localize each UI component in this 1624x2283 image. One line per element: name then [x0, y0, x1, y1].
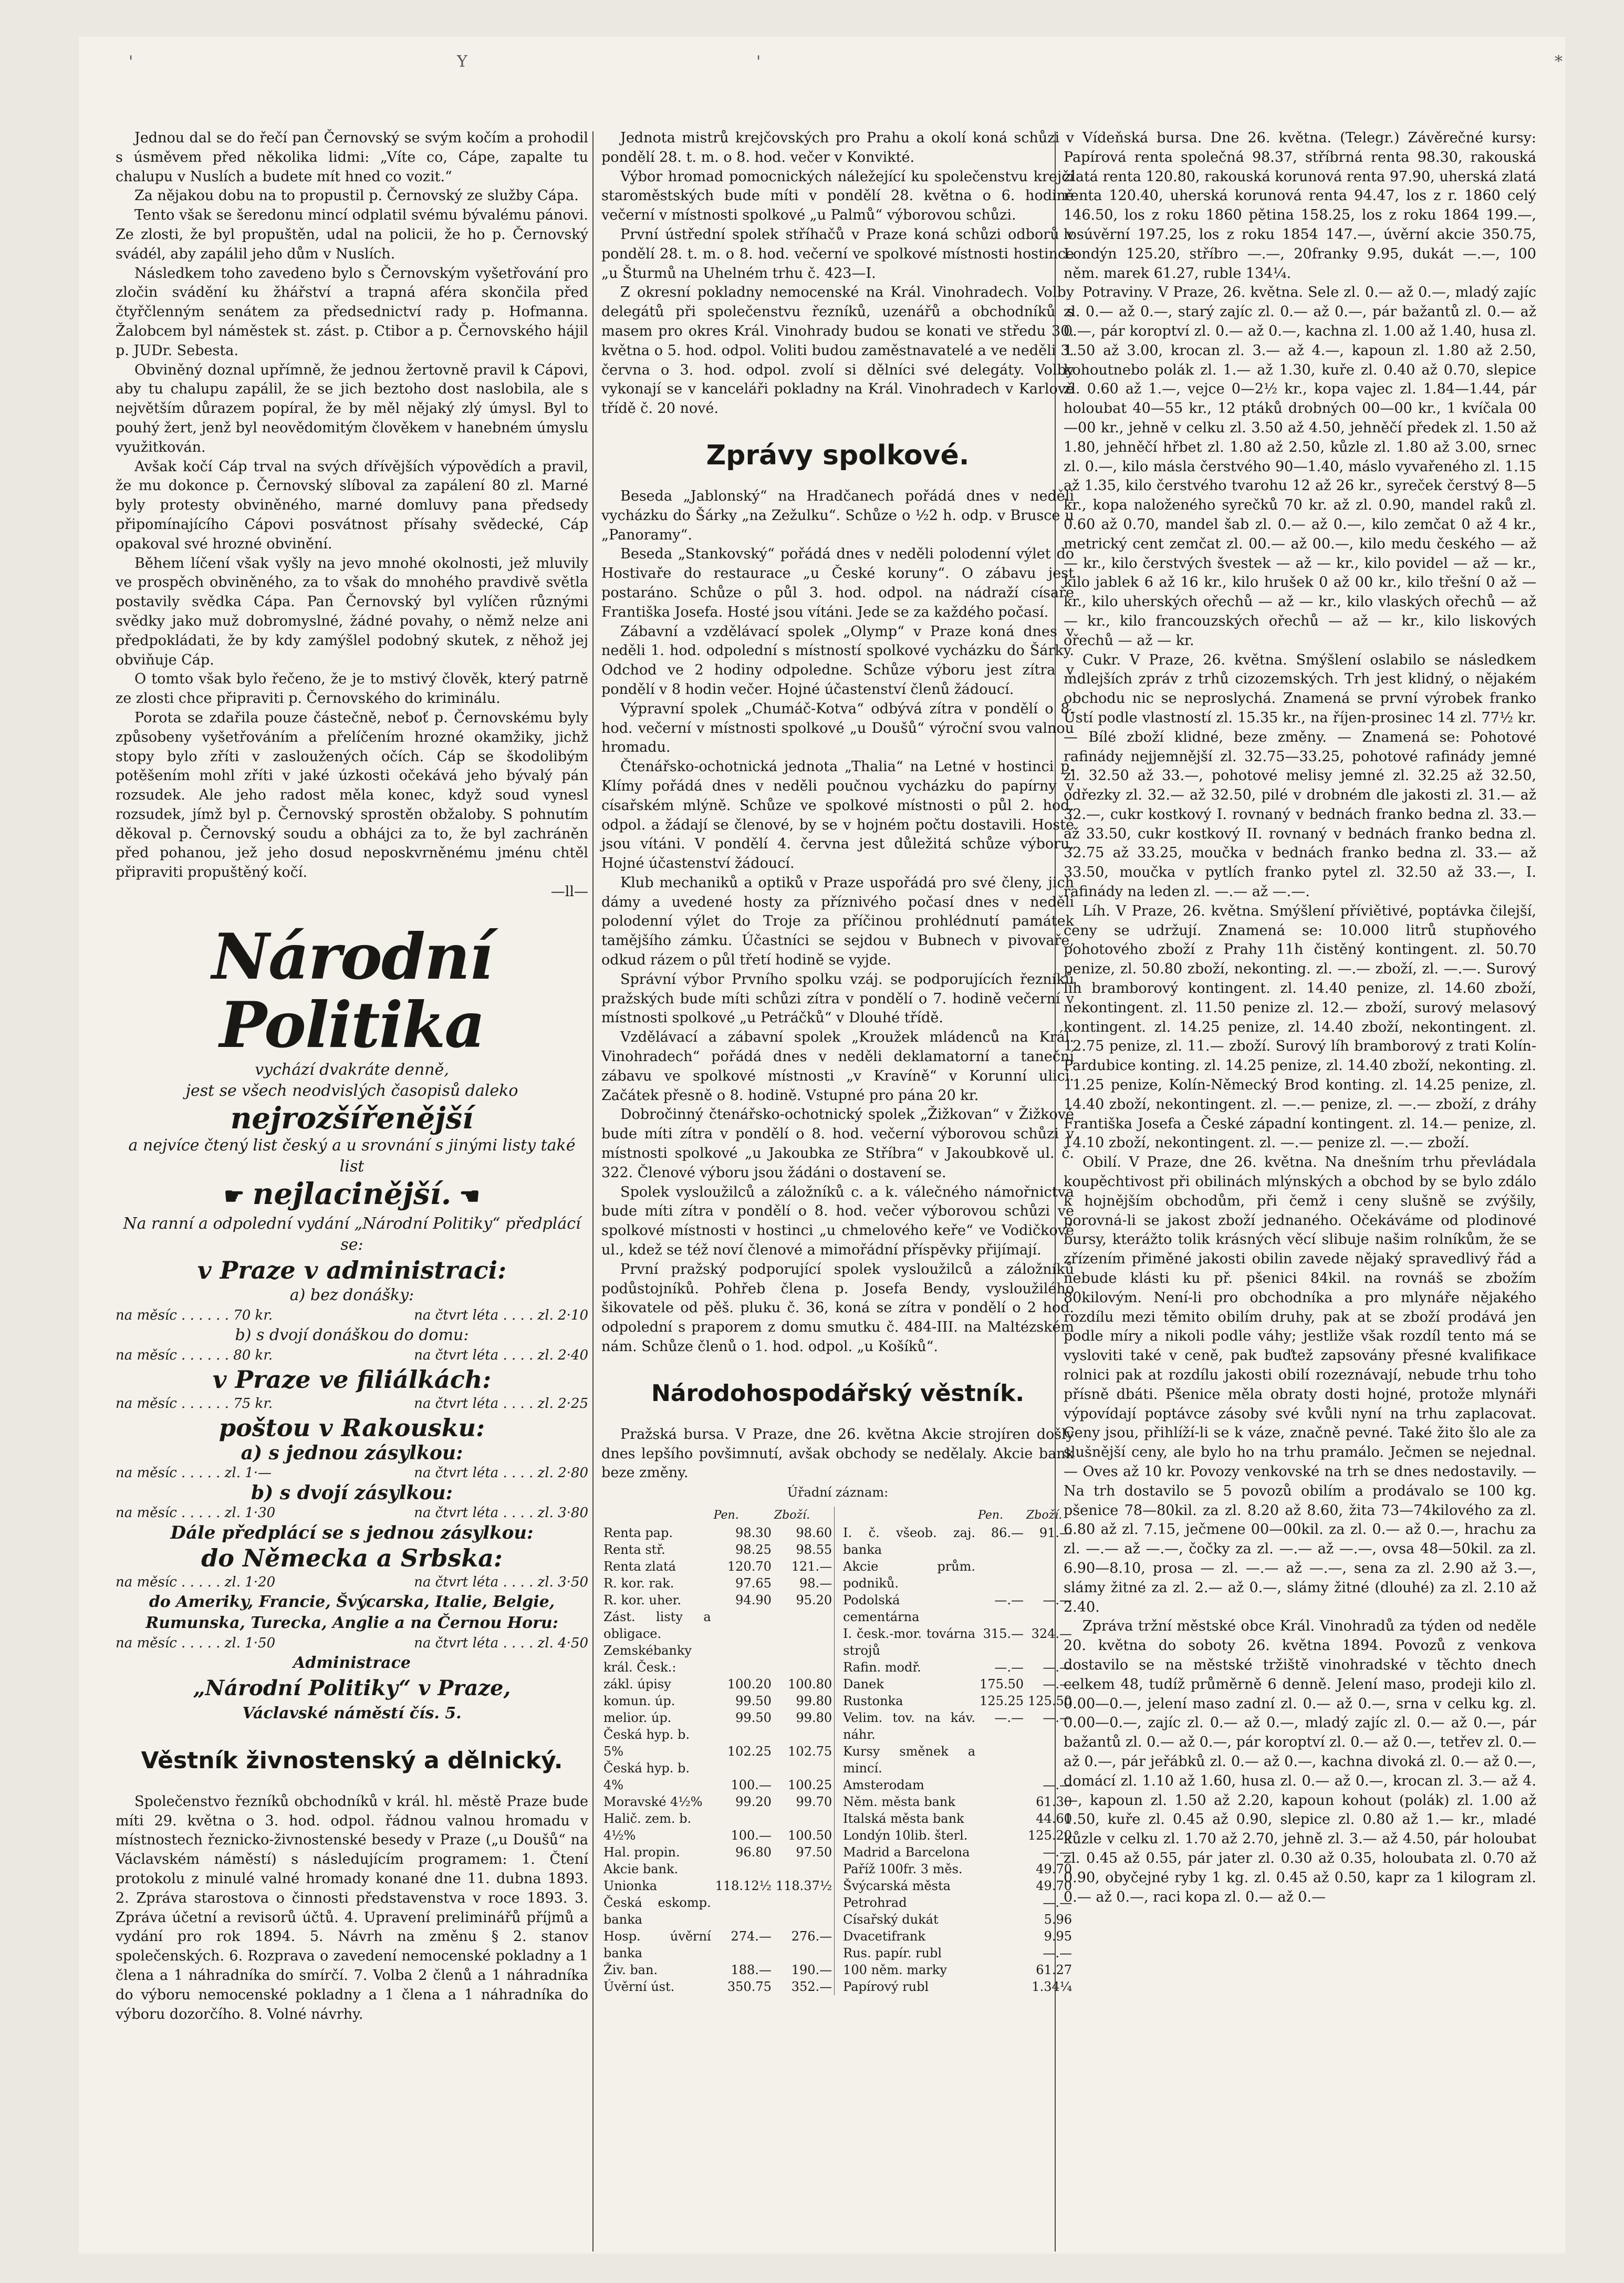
- column-1: [116, 129, 588, 2024]
- article-paragraph: Zpráva tržní městské obce Král. Vinohradů za týden od neděle 20. května do soboty 26. května 1894. Povozů z venkova dostavilo se na městské tržiště vinohradské v těchto dnech celkem 48, tudíž průměrně 6 denně. Jelení maso, prodeji kilo zl. 0.00—0.—, jelení maso zadní zl. 0.— až 0.—, srna v celku kg. zl. 0.00—0.—, zajíc zl. 0.— až 0.—, mladý zajíc zl. 0.— až 0.—, pár bažantů zl. 0.— až 0.—, pár koroptví zl. 0.— až 0.—, tetřev zl. 0.— až 0.—, pár jeřábků zl. 0.— až 0.—, kachna divoká zl. 0.— až 0.—, domácí zl. 1.10 až 1.60, husa zl. 0.— až 0.—, krocan zl. 3.— až 4.—, kapoun zl. 1.50 až 2.20, kapoun kohout (polák) zl. 1.00 až 1.50, kuře zl. 0.45 až 0.90, slepice zl. 0.80 až 1.— kr., mladé kůzle v celku zl. 1.70 až 2.70, jehně zl. 3.— až 4.50, pár holoubat zl. 0.45 až 0.55, pár jater zl. 0.30 až 0.35, holoubata zl. 0.70 až 0.90, obyčejné ryby 1 kg. zl. 0.45 až 0.50, kapr za 1 kilogram zl. 0.— až 0.—, raci kopa zl. 0.— až 0.—: [1064, 1618, 1536, 1905]
- table-cell-value: 276.—: [791, 1929, 832, 1944]
- table-cell-value: [713, 1726, 774, 1743]
- table-cell-value: —.—: [1043, 1946, 1072, 1960]
- table-cell-value: [977, 1911, 1026, 1928]
- article-paragraph: Správní výbor Prvního spolku vzáj. se podporujících řezníků pražských bude míti schůzi zítra v pondělí o 7. hodině večerní v místnosti spolkové „u Petráčků“ v Dlouhé třídě.: [601, 971, 1074, 1026]
- table-cell-label: komun. úp.: [603, 1694, 675, 1708]
- table-cell-value: 125.50: [1028, 1694, 1072, 1708]
- ad-title: Národní Politika: [212, 919, 492, 1062]
- price-row: na měsíc . . . . . zl. 1·50 na čtvrt léta . . . . zl. 4·50: [116, 1635, 588, 1651]
- ad-subheading: a) bez donášky:: [289, 1285, 414, 1304]
- article-paragraph: Porota se zdařila pouze částečně, neboť p. Černovskému byly způsobeny vyšetřováním a přelíčením hrozné okamžiky, jichž stopy bylo zříti v zasloužených očích. Cáp se škodolibým potěšením mohl zříti v jaké úzkosti očekává jeho bývalý pán rozsudek. Ale jeho radost měla konec, když soud vynesl rozsudek, jímž byl p. Černovský sprostěn obžaloby. S pohnutím děkoval p. Černovský soudu a obhájci za to, že byl zachráněn před pohanou, jež jeho dosud neposkvrněnému jménu chtěl připraviti propuštěný kočí.: [116, 709, 588, 881]
- ad-line: Dále předplácí se s jednou zásylkou:: [170, 1522, 534, 1543]
- ad-subheading: b) s dvojí donáškou do domu:: [235, 1325, 469, 1344]
- price-row: na měsíc . . . . . . 70 kr. na čtvrt léta . . . . zl. 2·10: [116, 1307, 588, 1323]
- table-cell-value: 190.—: [791, 1963, 832, 1977]
- table-row: [841, 1911, 1074, 1928]
- article-paragraph: Výbor hromad pomocnických náležející ku společenstvu krejčí staroměstských bude míti v pondělí 28. května o 6. hodině večerní v místnosti spolkové „u Palmů“ výborovou schůzi.: [601, 168, 1074, 224]
- table-cell-label: R. kor. rak.: [603, 1576, 674, 1591]
- table-cell-label: Úvěrní úst.: [603, 1979, 675, 1994]
- table-cell-label: Hosp. úvěrní banka: [603, 1929, 711, 1960]
- article-paragraph: Pražská bursa. V Praze, dne 26. května Akcie strojíren došly dnes lepšího povšimnutí, avšak obchody se nedělaly. Akcie bank beze změny.: [601, 1426, 1074, 1481]
- table-cell-value: [977, 1558, 1026, 1592]
- table-row: [601, 1676, 835, 1693]
- page-mark-center-2: ': [756, 53, 761, 71]
- article-paragraph: Obviněný doznal upřímně, že jednou žertovně pravil k Cápovi, aby tu chalupu zapálil, že se jich beztoho dost naslobila, ale s největším důrazem popíral, že by měl nějaký zlý úmysl. Byl to pouhý žert, jenž byl neovědomitým člověkem v hanebném úmyslu využitkován.: [116, 361, 588, 455]
- table-row: [601, 1575, 835, 1592]
- table-cell-value: [713, 1609, 774, 1642]
- table-cell-value: [713, 1642, 774, 1676]
- table-cell-value: 274.—: [731, 1929, 772, 1944]
- column-header: Pen.: [978, 1509, 1004, 1522]
- article-paragraph: O tomto však bylo řečeno, že je to mstivý člověk, který patrně ze zlosti chce připraviti p. Černovského do kriminálu.: [116, 671, 588, 707]
- ad-heading: poštou v Rakousku:: [218, 1413, 485, 1442]
- pointing-hand-icon: ☚: [451, 1182, 480, 1210]
- ad-line: Václavské náměstí čís. 5.: [242, 1704, 462, 1722]
- table-cell-value: 99.80: [796, 1710, 832, 1725]
- table-cell-value: 324.—: [1031, 1626, 1072, 1641]
- pointing-hand-icon: ☛: [224, 1182, 253, 1210]
- table-cell-label: Rustonka: [843, 1694, 903, 1708]
- column-header: Pen.: [713, 1509, 739, 1522]
- table-cell-label: Moravské 4½%: [603, 1794, 703, 1809]
- table-row: [601, 1861, 835, 1877]
- table-cell-label: Renta stř.: [603, 1542, 665, 1557]
- table-cell-label: Dvacetifrank: [843, 1929, 925, 1944]
- table-row: [841, 1945, 1074, 1962]
- table-cell-value: 99.80: [796, 1694, 832, 1708]
- table-cell-value: 98.60: [796, 1526, 832, 1540]
- table-row: [601, 1558, 835, 1575]
- table-cell-label: Velim. tov. na káv. náhr.: [843, 1710, 976, 1742]
- table-cell-label: Renta zlatá: [603, 1559, 676, 1574]
- table-cell-value: 5.96: [1044, 1912, 1072, 1927]
- table-cell-label: Akcie prům. podniků.: [843, 1559, 976, 1591]
- table-cell-label: Něm. města bank: [843, 1794, 955, 1809]
- table-row: [601, 1541, 835, 1558]
- stock-table-right: [841, 1507, 1074, 1995]
- table-row: [841, 1558, 1074, 1592]
- table-cell-label: R. kor. uher.: [603, 1593, 681, 1607]
- table-row: [841, 1743, 1074, 1777]
- ad-subheading: b) s dvojí zásylkou:: [251, 1481, 453, 1504]
- price-row: na měsíc . . . . . zl. 1·30 na čtvrt léta . . . . zl. 3·80: [116, 1504, 588, 1521]
- article-paragraph: Cukr. V Praze, 26. května. Smýšlení oslabilo se následkem mdlejších zpráv z trhů cizozemských. Trh jest klidný, o nějakém obchodu nic se neproslychá. Znamená se první výrobek franko Ústí podle vlastností zl. 15.35 kr., na říjen-prosinec 14 zl. 77½ kr. — Bílé zboží klidné, beze změny. — Znamená se: Pohotové rafinády nejjemnější zl. 32.75—33.25, pohotové rafinády jemné zl. 32.50 až 33.—, pohotové melisy jemné zl. 32.25 až 32.50, odřezky zl. 32.— až 32.50, pilé v drobném dle jakosti zl. 31.— až 32.—, cukr kostkový I. rovnaný v bednách franko bedna zl. 33.— až 33.50, cukr kostkový II. rovnaný v bednách franko bedna zl. 32.75 až 33.25, moučka v bednách franko bedna zl. 33.— až 33.50, moučka v pytlích franko pytel zl. 32.50 až 33.—, I. rafinády na leden zl. —.— až —.—.: [1064, 651, 1536, 900]
- table-cell-value: 61.30: [1036, 1794, 1072, 1809]
- table-cell-value: [774, 1861, 835, 1877]
- table-row: [841, 1659, 1074, 1676]
- table-row: [841, 1827, 1074, 1844]
- table-cell-value: 91.—: [1039, 1526, 1072, 1540]
- table-cell-value: [977, 1861, 1026, 1877]
- table-cell-value: —.—: [1043, 1778, 1072, 1792]
- table-cell-value: [977, 1928, 1026, 1945]
- table-cell-label: Švýcarská města: [843, 1879, 951, 1893]
- table-cell-value: [774, 1760, 835, 1777]
- price-row: na měsíc . . . . . . 80 kr. na čtvrt léta . . . . zl. 2·40: [116, 1347, 588, 1363]
- article-paragraph: Během líčení však vyšly na jevo mnohé okolnosti, jež mluvily ve prospěch obviněného, za to však do mnohého pravdivě světla postavily svědka Cápa. Pan Černovský byl vylíčen různými svědky jako muž dobromyslné, žádné povahy, o němž nelze ani předpokládati, že by kdy zamýšlel podobný skutek, z něhož jej obviňuje Cáp.: [116, 555, 588, 668]
- table-cell-label: 4%: [603, 1778, 624, 1792]
- article-paragraph: Zábavní a vzdělávací spolek „Olymp“ v Praze koná dnes v neděli 1. hod. odpolední s místností spolkové vycházku do Šárky. Odchod ve 2 hodiny odpoledne. Schůze výboru jest zítra v pondělí v 8 hodin večer. Hojné účastenství členů žádoucí.: [601, 623, 1074, 698]
- table-row: [601, 1777, 835, 1793]
- table-cell-value: 98.55: [796, 1542, 832, 1557]
- table-cell-value: 120.70: [727, 1559, 772, 1574]
- article-paragraph: Potraviny. V Praze, 26. května. Sele zl. 0.— až 0.—, mladý zajíc zl. 0.— až 0.—, starý zajíc zl. 0.— až 0.—, pár bažantů zl. 0.— až 0.—, pár koroptví zl. 0.— až 0.—, kachna zl. 1.00 až 1.40, husa zl. 1.50 až 3.00, krocan zl. 3.— až 4.—, kapoun zl. 1.80 až 2.50, kohoutnebo polák zl. 1.— až 1.30, kuře zl. 0.40 až 0.70, slepice zl. 0.60 až 1.—, vejce 0—2½ kr., kopa vajec zl. 1.84—1.44, pár holoubat 40—55 kr., 12 ptáků drobných 00—00 kr., 1 kvíčala 00—00 kr., jehně v celku zl. 3.50 až 4.50, jehněčí předek zl. 1.50 až 1.80, jehněčí hřbet zl. 1.80 až 2.50, kůzle zl. 1.80 až 3.00, srnec zl. 0.—, kilo másla čerstvého 90—1.40, máslo vyvařeného zl. 1.15 až 1.35, kilo čerstvého tvarohu 12 až 26 kr., syreček čerstvý 8—5 kr., kopa naloženého syrečků 70 kr. až zl. 0.90, mandel raků zl. 0.60 až 0.70, mandel šab zl. 0.— až 0.—, kilo zemčat 0 až 4 kr., metrický cent zemčat zl. 00.— až 00.—, kilo medu českého — až — kr., kilo čerstvých švestek — až — kr., kilo povidel — až — kr., kilo jablek 6 až 16 kr., kilo hrušek 0 až 00 kr., kilo třešní 0 až — kr., kilo uherských ořechů — až — kr., kilo vlaských ořechů — až — kr., kilo francouzských ořechů — až — kr., kilo liskových ořechů — až — kr.: [1064, 284, 1536, 649]
- article-paragraph: Jednota mistrů krejčovských pro Prahu a okolí koná schůzi v pondělí 28. t. m. o 8. hod. večer v Konvikté.: [601, 130, 1074, 165]
- article-paragraph: Z okresní pokladny nemocenské na Král. Vinohradech. Volby delegátů při společenstvu řezníků, uzenářů a obchodníků s masem pro okres Král. Vinohrady budou se konati ve středu 30. května o 5. hod. odpol. Voliti budou zaměstnavatelé a ve neděli 3. června o 3. hod. odpol. zvolí si dělníci své delegáty. Volby vykonají se v kanceláři pokladny na Král. Vinohradech v Karlově třídě č. 20 nové.: [601, 284, 1074, 417]
- ad-line: a nejvíce čtený list český a u srovnání s jinými listy také list: [128, 1136, 576, 1176]
- article-paragraph: První pražský podporující spolek vysloužilců a záložníků podůstojníků. Pohřeb člena p. Josefa Bendy, vysloužilého šikovatele od pěš. pluku č. 36, koná se zítra v pondělí o 2 hod. odpolední s praporem z domu smutku č. 484-III. na Maltézském nám. Schůze členů o 1. hod. odpol. „u Košíků“.: [601, 1261, 1074, 1355]
- article-paragraph: Jednou dal se do řečí pan Černovský se svým kočím a prohodil s úsměvem před několika lidmi: „Víte co, Cápe, zapalte tu chalupu v Nuslích a budete mít hned co vozit.“: [116, 130, 588, 185]
- table-cell-value: [977, 1844, 1026, 1861]
- table-cell-value: 102.75: [788, 1744, 832, 1759]
- table-row: [601, 1743, 835, 1760]
- table-row: [601, 1827, 835, 1844]
- table-cell-value: —.—: [1043, 1895, 1072, 1910]
- table-row: [841, 1777, 1074, 1793]
- section-title: Věstník živnostenský a dělnický.: [141, 1747, 563, 1774]
- article-paragraph: Tento však se šeredonu mincí odplatil svému bývalému pánovi. Ze zlosti, že byl propuštěn, udal na policii, že ho p. Černovský svádél, aby zapálil jeho dům v Nuslích.: [116, 207, 588, 262]
- table-cell-value: 49.70: [1036, 1879, 1072, 1893]
- table-row: [841, 1962, 1074, 1978]
- table-cell-value: 188.—: [731, 1963, 772, 1977]
- table-cell-value: [713, 1861, 774, 1877]
- table-cell-value: —.—: [1043, 1593, 1072, 1607]
- price-row: na měsíc . . . . . . 75 kr. na čtvrt léta . . . . zl. 2·25: [116, 1395, 588, 1412]
- article-paragraph: Následkem toho zavedeno bylo s Černovským vyšetřování pro zločin svádění ku žhářství a trapná aféra skončila před čtyřčlenným senátem za předsednictví rady p. Hofmanna. Žalobcem byl náměstek st. zást. p. Ctibor a p. Černovského hájil p. JUDr. Sebesta.: [116, 265, 588, 359]
- advertisement-narodni-politika: [116, 919, 588, 1724]
- table-row: [841, 1676, 1074, 1693]
- column-divider-1: [592, 131, 594, 2251]
- ad-line: Na ranní a odpolední vydání „Národní Politiky“ předplácí se:: [123, 1214, 581, 1254]
- ad-line: do Ameriky, Francie, Švýcarska, Italie, Belgie, Rumunska, Turecka, Anglie a na Černou Horu:: [145, 1592, 558, 1632]
- ad-heading: do Německa a Srbska:: [201, 1543, 503, 1572]
- ad-subheading: a) s jednou zásylkou:: [241, 1441, 463, 1464]
- table-cell-value: [713, 1760, 774, 1777]
- ad-highlight: ☛ nejlacinější. ☚: [224, 1176, 480, 1211]
- table-cell-value: 100.80: [788, 1677, 832, 1692]
- table-cell-value: 99.50: [735, 1710, 772, 1725]
- table-row: [601, 1592, 835, 1609]
- table-cell-label: I. č. všeob. zaj. banka: [843, 1526, 976, 1557]
- price-row: na měsíc . . . . . zl. 1·— na čtvrt léta . . . . zl. 2·80: [116, 1465, 588, 1481]
- table-cell-value: 118.12½: [715, 1879, 772, 1893]
- table-cell-value: [977, 1793, 1026, 1810]
- article-paragraph: První ústřední spolek stříhačů v Praze koná schůzi odborů v pondělí 28. t. m. o 8. hod. večerní ve spolkové místnosti hostince „u Šturmů na Uhelném trhu č. 423—I.: [601, 226, 1074, 282]
- article-paragraph: Beseda „Jablonský“ na Hradčanech pořádá dnes v neděli vycházku do Šárky „na Zežulku“. Schůze o ½2 h. odp. v Brusce u „Panoramy“.: [601, 487, 1074, 543]
- article-paragraph: Obilí. V Praze, dne 26. května. Na dnešním trhu převládala koupěchtivost při obilinách mlýnských a obchod by se bylo zdálo k hojnějším obchodům, při čemž i ceny slušně se zvýšily, porovná-li se jakost zboží jednaného. Očekáváme od plodinové bursy, kterážto tolik krásných věcí slibuje našim rolníkům, že se zřízením přiměné jakosti obilin zavede nějaký spravedlivý řád a nebude klásti ku př. pšenici 84kil. na rovnáš se zbožím 80kilovým. Není-li pro obchodníka a pro mlynáře nějakého rozdílu mezi těmito obilím druhy, pak at se zboží prodává jen podle míry a nikoli podle váhy; jestliže však rozdíl tento má se vysloviti také v ceně, pak buďtež zapsovány přesné kvalifikace rolnici pak at rozdílu jakosti obilí rozeznávají, nebude trhu toho přísně dbáti. Pšenice měla obraty dosti hojné, protože mlynáři výpovídají poptávce zásoby své kvůli nyní na trhu zaplacovat. Ceny jsou, přihlíží-li se k váze, značně pevné. Také žito šlo ale za slušnější ceny, ale bylo ho na trhu pramálo. Ječmen se nejednal. — Oves až 10 kr. Povozy venkovské na trh se dnes nedostavily. — Na trh dostavilo se 5 povozů obilím a prodávalo se 100 kg. pšenice 78—80kil. za zl. 8.20 až 8.60, žita 73—74kilového za zl. 6.80 až zl. 7.15, ječmene 00—00kil. za zl. 0.— až 0.—, hrachu za zl. —.— až —.—, čočky za zl. —.— až —.—, ovsa 48—50kil. za zl. 6.90—8.10, prosa — zl. —.— až —.—, sena za zl. 2.90 až 3.—, slámy žitné za zl. 2.— až 0.—, slámy žitné (dlouhé) za zl. 2.10 až 2.40.: [1064, 1154, 1536, 1615]
- ad-highlight: nejrozšířenější: [230, 1101, 474, 1136]
- table-cell-value: [977, 1962, 1026, 1978]
- column-header: Zboží.: [1026, 1509, 1063, 1522]
- table-cell-value: [713, 1894, 774, 1928]
- table-cell-value: 100.25: [788, 1778, 832, 1792]
- table-cell-label: Podolská cementárna: [843, 1593, 920, 1624]
- ad-heading: „Národní Politiky“ v Praze,: [193, 1675, 511, 1700]
- ad-heading: v Praze v administraci:: [197, 1255, 507, 1284]
- table-cell-value: [774, 1726, 835, 1743]
- table-cell-value: 99.70: [796, 1794, 832, 1809]
- table-cell-value: 99.20: [735, 1794, 772, 1809]
- table-row: [601, 1978, 835, 1995]
- table-cell-value: [977, 1743, 1026, 1777]
- table-cell-value: 44.60: [1036, 1811, 1072, 1826]
- table-cell-value: 352.—: [791, 1979, 832, 1994]
- table-cell-value: 102.25: [727, 1744, 772, 1759]
- table-cell-label: Hal. propin.: [603, 1845, 680, 1860]
- table-cell-label: Unionka: [603, 1879, 658, 1893]
- table-cell-value: 95.20: [796, 1593, 832, 1607]
- table-cell-value: 118.37½: [775, 1879, 832, 1893]
- table-cell-label: I. česk.-mor. továrna strojů: [843, 1626, 976, 1658]
- table-cell-value: [977, 1777, 1026, 1793]
- table-cell-value: 315.—: [983, 1626, 1024, 1641]
- table-cell-value: 94.90: [735, 1593, 772, 1607]
- table-cell-value: —.—: [994, 1660, 1024, 1675]
- table-row: [601, 1844, 835, 1861]
- article-paragraph: Beseda „Stankovský“ pořádá dnes v neděli polodenní výlet do Hostivaře do restaurace „u České koruny“. O zábavu jest postaráno. Schůze o půl 3. hod. odpol. na nádraží císaře Františka Josefa. Hosté jsou vítáni. Jede se za každého počasí.: [601, 546, 1074, 620]
- table-cell-value: 100.—: [731, 1778, 772, 1792]
- stock-table-left: [601, 1507, 835, 1995]
- table-cell-value: [774, 1894, 835, 1928]
- table-cell-label: Česká hyp. b.: [603, 1761, 690, 1776]
- table-cell-value: 98.25: [735, 1542, 772, 1557]
- table-cell-value: —.—: [1043, 1660, 1072, 1675]
- table-cell-label: Kursy směnek a mincí.: [843, 1744, 976, 1776]
- table-cell-label: Zemskébanky král. Česk.:: [603, 1643, 692, 1675]
- table-row: [841, 1592, 1074, 1625]
- table-cell-label: Živ. ban.: [603, 1963, 658, 1977]
- article-paragraph: Vídeňská bursa. Dne 26. května. (Telegr.) Závěrečné kursy: Papírová renta společná 98.37, stříbrná renta 98.30, rakouská zlatá renta 120.80, rakouská korunová renta 97.90, uherská zlatá renta 120.40, uherská korunová renta 94.47, los z r. 1860 celý 146.50, los z roku 1860 pětina 158.25, los z roku 1864 199.—, losúvěrní 197.25, los z roku 1854 147.—, úvěrní akcie 350.75, Londýn 125.20, stříbro —.—, 20franky 9.95, dukát —.—, 100 něm. marek 61.27, ruble 134¼.: [1064, 130, 1536, 282]
- table-cell-value: 9.95: [1044, 1929, 1072, 1944]
- table-cell-value: —.—: [994, 1593, 1024, 1607]
- table-cell-label: 5%: [603, 1744, 624, 1759]
- table-cell-value: 175.50: [980, 1677, 1024, 1692]
- table-cell-value: 98.30: [735, 1526, 772, 1540]
- table-cell-label: Císařský dukát: [843, 1912, 939, 1927]
- table-row: [601, 1894, 835, 1928]
- table-cell-label: Petrohrad: [843, 1895, 907, 1910]
- column-2: [601, 129, 1074, 1995]
- table-cell-value: [977, 1945, 1026, 1962]
- ad-line: vychází dvakráte denně,: [255, 1060, 449, 1079]
- table-cell-value: —.—: [1043, 1710, 1072, 1725]
- table-cell-label: Londýn 10lib. šterl.: [843, 1828, 968, 1843]
- table-cell-value: [774, 1810, 835, 1827]
- table-row: [601, 1642, 835, 1676]
- ad-line: Administrace: [293, 1653, 411, 1672]
- table-row: [601, 1760, 835, 1777]
- column-header: Zboží.: [774, 1509, 810, 1522]
- table-row: [601, 1693, 835, 1709]
- table-row: [601, 1962, 835, 1978]
- table-row: [841, 1978, 1074, 1995]
- table-row: [601, 1524, 835, 1541]
- table-row: [841, 1693, 1074, 1709]
- table-cell-value: 49.70: [1036, 1862, 1072, 1876]
- page-mark-left: ': [129, 53, 133, 71]
- table-cell-label: 4½%: [603, 1828, 636, 1843]
- table-row: [601, 1810, 835, 1827]
- table-cell-value: 125.25: [980, 1694, 1024, 1708]
- table-cell-value: 100.20: [727, 1677, 772, 1692]
- table-cell-value: [977, 1978, 1026, 1995]
- table-row: [841, 1861, 1074, 1877]
- table-cell-label: Paříž 100fr. 3 měs.: [843, 1862, 963, 1876]
- table-row: [841, 1894, 1074, 1911]
- ad-line: jest se všech neodvislých časopisů daleko: [185, 1081, 518, 1100]
- table-cell-value: 97.65: [735, 1576, 772, 1591]
- section-title: Zprávy spolkové.: [706, 439, 970, 471]
- table-cell-label: Rus. papír. rubl: [843, 1946, 942, 1960]
- table-cell-value: 97.50: [796, 1845, 832, 1860]
- table-row: [601, 1609, 835, 1642]
- table-cell-label: Rafin. modř.: [843, 1660, 921, 1675]
- table-row: [841, 1877, 1074, 1894]
- table-cell-value: 86.—: [991, 1526, 1024, 1540]
- column-3: [1064, 129, 1536, 1907]
- table-row: [601, 1709, 835, 1726]
- table-cell-value: [774, 1609, 835, 1642]
- table-cell-value: 1.34¼: [1032, 1979, 1072, 1994]
- article-signature: —ll—: [550, 884, 588, 900]
- table-cell-value: 99.50: [735, 1694, 772, 1708]
- table-cell-label: melior. úp.: [603, 1710, 672, 1725]
- table-cell-label: Renta pap.: [603, 1526, 673, 1540]
- section-title: Národohospodářský věstník.: [651, 1379, 1025, 1407]
- table-cell-value: [977, 1827, 1026, 1844]
- ad-heading: v Praze ve filiálkách:: [212, 1365, 492, 1394]
- article-paragraph: Vzdělávací a zábavní spolek „Kroužek mládenců na Král. Vinohradech“ pořádá dnes v neděli deklamatorní a taneční zábavu ve spolkové místnosti „v Kravíně“ v Korunní ulici. Začátek přesně o 8. hodině. Vstupné pro pána 20 kr.: [601, 1029, 1074, 1104]
- table-cell-label: Česká eskomp. banka: [603, 1895, 711, 1927]
- table-cell-value: —.—: [994, 1710, 1024, 1725]
- table-cell-label: Italská města bank: [843, 1811, 964, 1826]
- table-cell-label: 100 něm. marky: [843, 1963, 947, 1977]
- article-paragraph: Spolek vysloužilců a záložníků c. a k. válečného námořnictva bude míti zítra v pondělí o 8. hod. večer výborovou schůzi ve spolkové místnosti v hostinci „u chmelového keře“ ve Vodičkově ul., kdež se též noví členové a mimořádní příspěvky přijímají.: [601, 1184, 1074, 1259]
- table-cell-label: Česká hyp. b.: [603, 1727, 690, 1742]
- table-cell-value: 100.—: [731, 1828, 772, 1843]
- table-row: [841, 1625, 1074, 1659]
- table-row: [841, 1793, 1074, 1810]
- price-row: na měsíc . . . . . zl. 1·20 na čtvrt léta . . . . zl. 3·50: [116, 1574, 588, 1590]
- stock-tables: [601, 1502, 1074, 1995]
- article-paragraph: Dobročinný čtenářsko-ochotnický spolek „Žižkovan“ v Žižkově bude míti zítra v pondělí o 8. hod. večerní výborovou schůzi v místnosti spolkové „u Jakoubka ze Stříbra“ v Jakoubkově ul. č. 322. Členové výboru jsou žádáni o dostavení se.: [601, 1106, 1074, 1181]
- table-row: [841, 1844, 1074, 1861]
- table-cell-value: [977, 1810, 1026, 1827]
- table-cell-value: [774, 1642, 835, 1676]
- article-paragraph: Společenstvo řezníků obchodníků v král. hl. městě Praze bude míti 29. května o 3. hod. odpol. řádnou valnou hromadu v místnostech řeznicko-živnostenské besedy v Praze („u Doušů“ na Václavském náměstí) s následujícím programem: 1. Čtení protokolu z minulé valné hromady konané dne 11. dubna 1893. 2. Zpráva starostova o činnosti představenstva v roce 1893. 3. Zpráva účetní a revisorů účtů. 4. Upravení preliminářů příjmů a vydání pro rok 1894. 5. Návrh na změnu § 2. stanov společenských. 6. Rozprava o zavedení nemocenské pokladny a 1 člena a 1 náhradníka do smírčí. 7. Volba 2 členů a 1 náhradníka do výboru nemocenské pokladny a 1 člena a 1 náhradníka do výboru dozorčího. 8. Volné návrhy.: [116, 1793, 588, 2022]
- article-paragraph: Čtenářsko-ochotnická jednota „Thalia“ na Letné v hostinci p. Klímy pořádá dnes v neděli poučnou vycházku do papírny v císařském mlýně. Schůze ve spolkové místnosti o půl 2. hod. odpol. a žádají se členové, by se v hojném počtu dostavili. Hosté jsou vítáni. V pondělí 4. června jest důležitá schůze výboru. Hojné účastenství žádoucí.: [601, 759, 1074, 872]
- table-cell-value: 100.50: [788, 1828, 832, 1843]
- table-cell-value: 96.80: [735, 1845, 772, 1860]
- table-cell-value: [977, 1877, 1026, 1894]
- table-cell-label: zákl. úpisy: [603, 1677, 671, 1692]
- table-cell-value: 125.20: [1028, 1828, 1072, 1843]
- table-cell-label: Amsterodam: [843, 1778, 924, 1792]
- table-cell-value: [713, 1810, 774, 1827]
- table-cell-value: 121.—: [791, 1559, 832, 1574]
- table-heading: Úřadní záznam:: [787, 1485, 889, 1500]
- article-paragraph: Výpravní spolek „Chumáč-Kotva“ odbývá zítra v pondělí o 8. hod. večerní v místnosti spolkové „u Doušů“ výroční svou valnou hromadu.: [601, 700, 1074, 756]
- article-paragraph: Avšak kočí Cáp trval na svých dřívějších výpovědích a pravil, že mu dokonce p. Černovský slíboval za zapálení 80 zl. Marné byly protesty obviněného, marné domluvy pana předsedy připomínajícího Cápovi posvátnost přísahy svědecké, Cáp opakoval své hrozné obvinění.: [116, 458, 588, 552]
- page-mark-center-1: Y: [457, 53, 467, 71]
- table-row: [601, 1726, 835, 1743]
- table-cell-label: Papírový rubl: [843, 1979, 929, 1994]
- article-paragraph: Klub mechaniků a optiků v Praze uspořádá pro své členy, jich dámy a uvedené hosty za příznivého počasí dnes v neděli polodenní výlet do Troje za příčinou prohlédnutí památek tamějšího zámku. Účastníci se sejdou v Bubnech v pivovaře, odkud rázem o půl třetí hodině se vyjde.: [601, 874, 1074, 969]
- table-cell-value: —.—: [1043, 1677, 1072, 1692]
- page-mark-right: *: [1555, 53, 1563, 71]
- table-cell-value: 98.—: [799, 1576, 832, 1591]
- table-cell-label: Akcie bank.: [603, 1862, 679, 1876]
- table-cell-label: Madrid a Barcelona: [843, 1845, 970, 1860]
- table-cell-value: [977, 1894, 1026, 1911]
- table-row: [841, 1810, 1074, 1827]
- table-cell-label: Zást. listy a obligace.: [603, 1610, 711, 1641]
- table-cell-value: —.—: [1043, 1845, 1072, 1860]
- table-row: [601, 1928, 835, 1962]
- table-cell-value: 350.75: [727, 1979, 772, 1994]
- table-cell-value: 61.27: [1036, 1963, 1072, 1977]
- article-paragraph: Za nějakou dobu na to propustil p. Černovský ze služby Cápa.: [134, 188, 579, 204]
- table-row: [841, 1928, 1074, 1945]
- table-row: [601, 1877, 835, 1894]
- table-row: [841, 1709, 1074, 1743]
- article-paragraph: Líh. V Praze, 26. května. Smýšlení příviětivé, poptávka čilejší, ceny se udržují. Znamená se: 10.000 litrů stupňového pohotového zboží z Prahy 11h čistěný kontingent. zl. 50.70 penize, zl. 50.80 zboží, nekonting. zl. —.— zboží, zl. —.—. Surový líh bramborový kontingent. zl. 14.40 penize, zl. 14.60 zboží, nekontingent. zl. 11.50 penize zl. 12.— zboží, surový melasový kontingent. zl. 14.25 penize, zl. 14.40 zboží, nekontingent. zl. 12.75 penize, zl. 11.— zboží. Surový líh bramborový z trati Kolín-Pardubice konting. zl. 14.25 penize, zl. 14.40 zboží, nekonting. zl. 11.25 penize, Kolín-Německý Brod konting. zl. 14.25 penize, zl. 14.40 zboží, nekontingent. zl. —.— penize, zl. —.— zboží, z dráhy Františka Josefa a České západní kontingent. zl. 14.— penize, zl. 14.10 zboží, nekontingent. zl. —.— penize zl. —.— zboží.: [1064, 902, 1536, 1151]
- table-row: [601, 1793, 835, 1810]
- table-cell-label: Danek: [843, 1677, 884, 1692]
- table-row: [841, 1524, 1074, 1558]
- table-cell-label: Halič. zem. b.: [603, 1811, 692, 1826]
